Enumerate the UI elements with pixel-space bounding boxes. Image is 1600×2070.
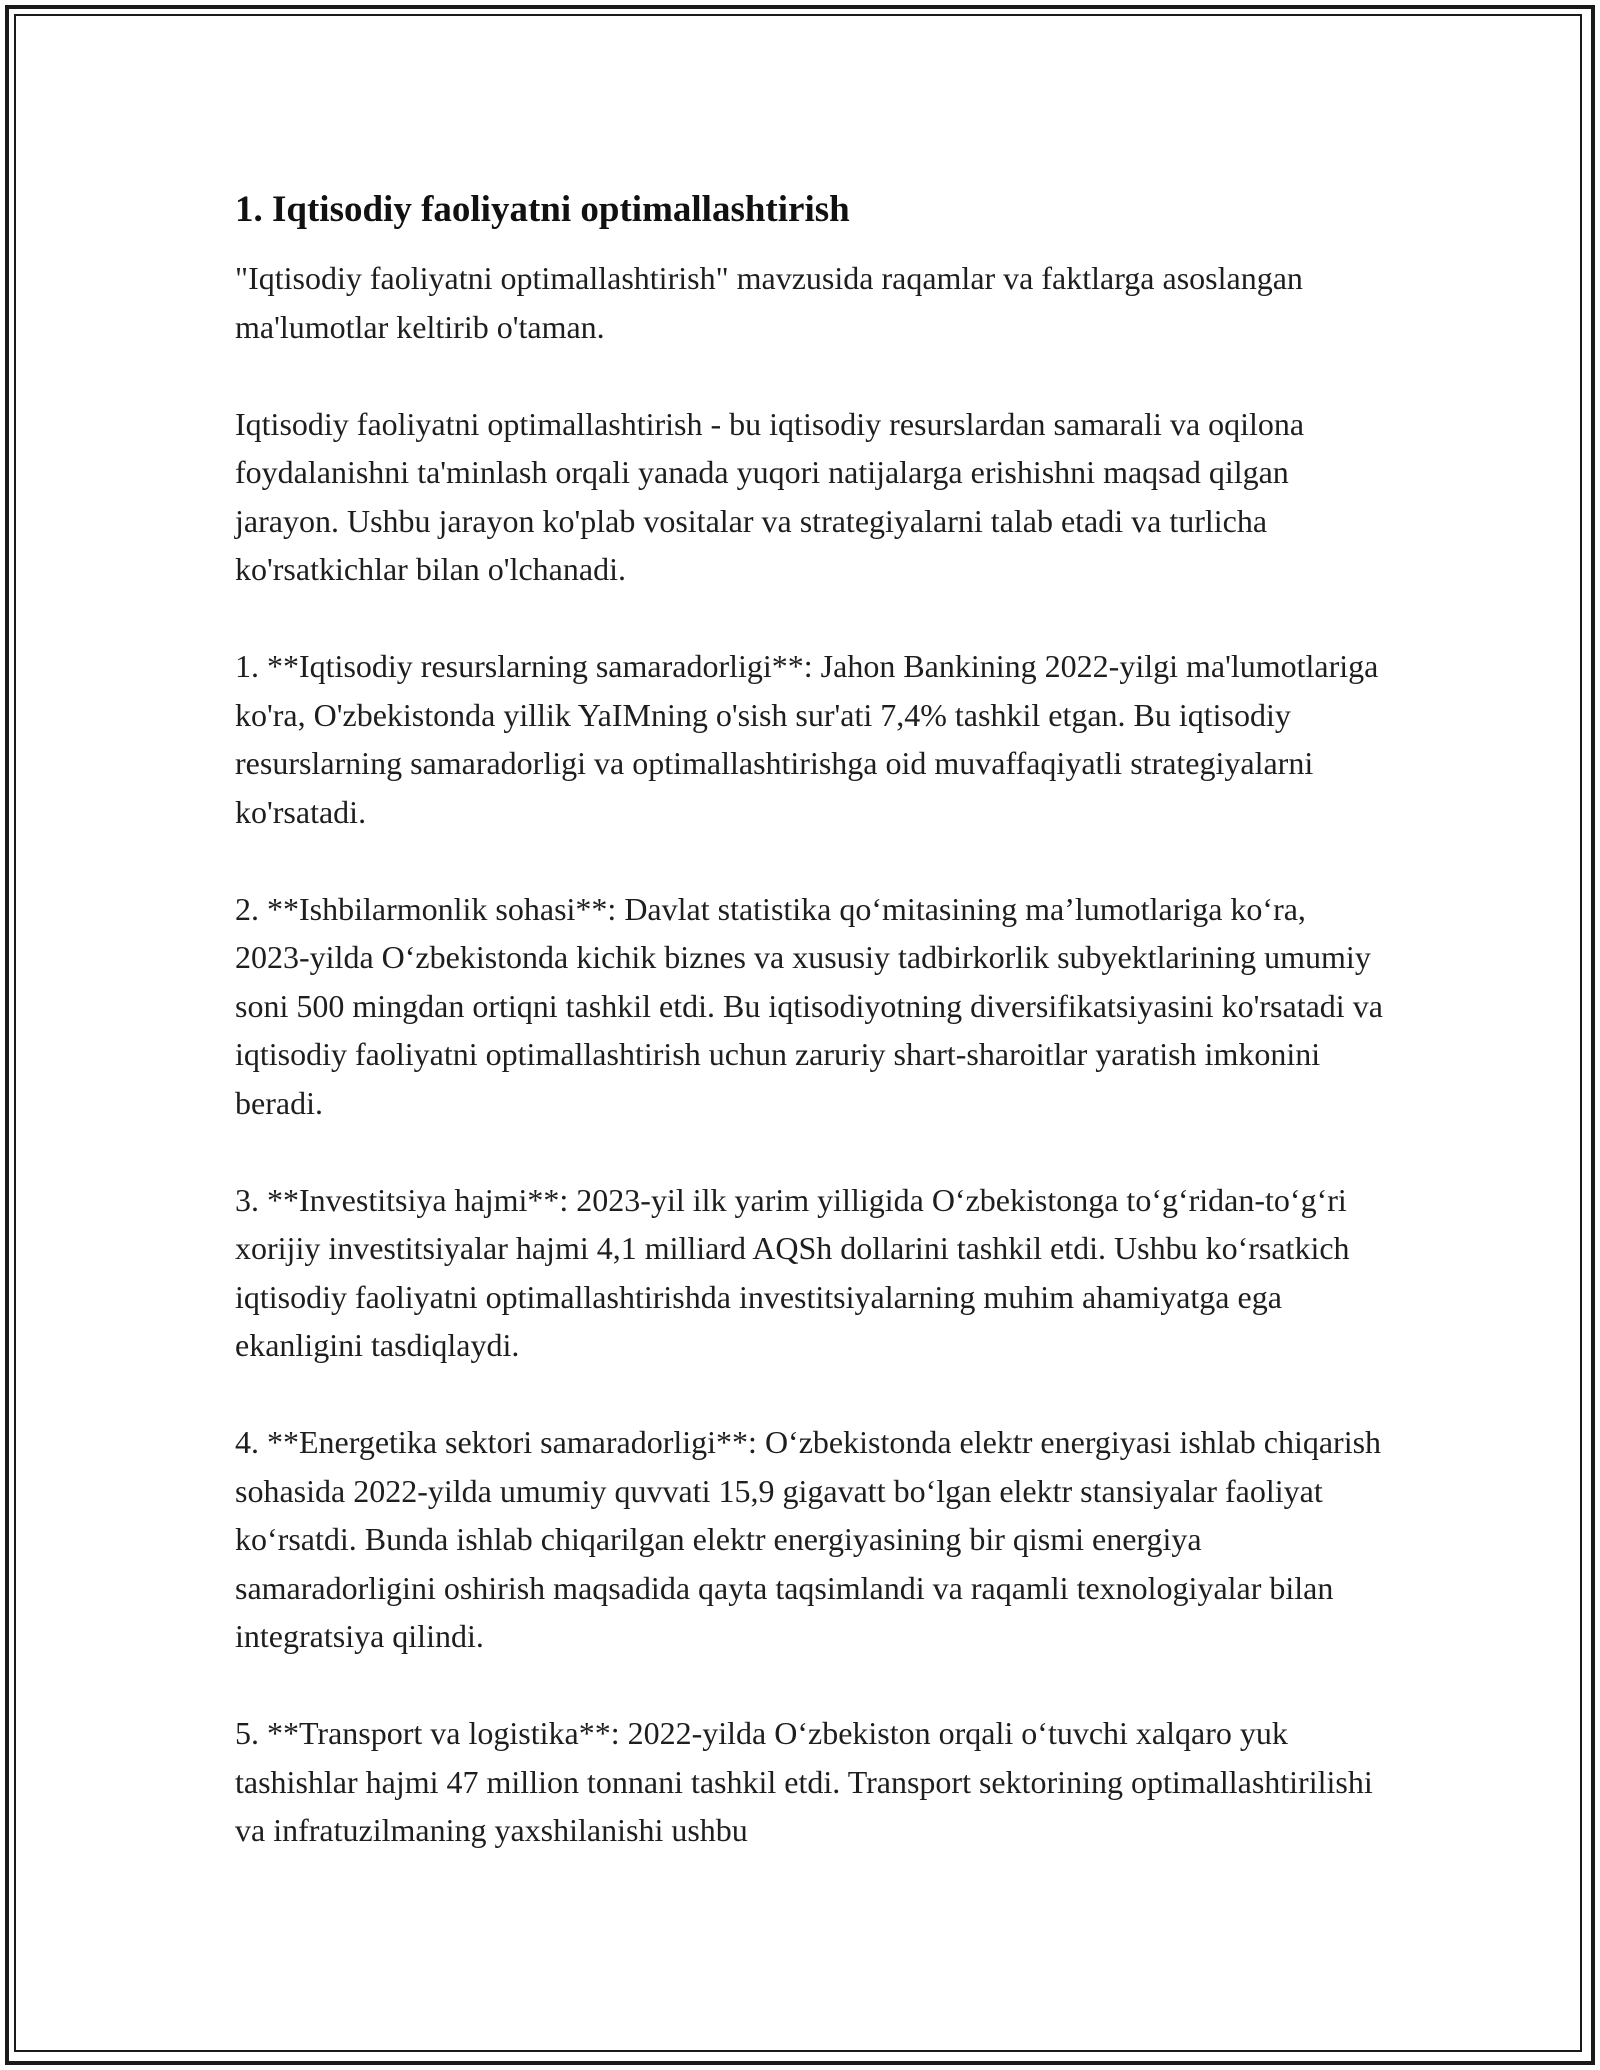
paragraph-point-4: 4. **Energetika sektori samaradorligi**: O‘zbekistonda elektr energiyasi ishlab chiqarish sohasida 2022-yilda umumiy quvvati 15,9 gigavatt bo‘lgan elektr stansiyalar faoliyat ko‘rsatdi. Bunda ishlab chiqarilgan elektr energiyasining bir qismi energiya samaradorligini oshirish maqsadida qayta taqsimlandi va raqamli texnologiyalar bilan integratsiya qilindi. — [235, 1424, 1382, 1654]
paragraph-point-3: 3. **Investitsiya hajmi**: 2023-yil ilk yarim yilligida O‘zbekistonga to‘g‘ridan-to‘g‘ri xorijiy investitsiyalar hajmi 4,1 milliard AQSh dollarini tashkil etdi. Ushbu ko‘rsatkich iqtisodiy faoliyatni optimallashtirishda investitsiyalarning muhim ahamiyatga ega ekanligini tasdiqlaydi. — [235, 1181, 1350, 1363]
paragraph-point-5: 5. **Transport va logistika**: 2022-yilda O‘zbekiston orqali o‘tuvchi xalqaro yuk tashishlar hajmi 47 million tonnani tashkil etdi. Transport sektorining optimallashtirilishi va infratuzilmaning yaxshilanishi ushbu — [235, 1715, 1373, 1848]
document-body — [235, 186, 1385, 1855]
paragraph-point-1: 1. **Iqtisodiy resurslarning samaradorligi**: Jahon Bankining 2022-yilgi ma'lumotlariga ko'ra, O'zbekistonda yillik YaIMning o'sish sur'ati 7,4% tashkil etgan. Bu iqtisodiy resurslarning samaradorligi va optimallashtirishga oid muvaffaqiyatli strategiyalarni ko'rsatadi. — [235, 648, 1379, 830]
paragraph-intro: "Iqtisodiy faoliyatni optimallashtirish" mavzusida raqamlar va faktlarga asoslangan ma'lumotlar keltirib o'taman. — [235, 260, 1303, 345]
paragraph-point-2: 2. **Ishbilarmonlik sohasi**: Davlat statistika qo‘mitasining ma’lumotlariga ko‘ra, 2023-yilda O‘zbekistonda kichik biznes va xususiy tadbirkorlik subyektlarining umumiy soni 500 mingdan ortiqni tashkil etdi. Bu iqtisodiyotning diversifikatsiyasini ko'rsatadi va iqtisodiy faoliyatni optimallashtirish uchun zaruriy shart-sharoitlar yaratish imkonini beradi. — [235, 890, 1383, 1121]
document-title: 1. Iqtisodiy faoliyatni optimallashtirish — [235, 189, 850, 230]
paragraph-definition: Iqtisodiy faoliyatni optimallashtirish - bu iqtisodiy resurslardan samarali va oqilona foydalanishni ta'minlash orqali yanada yuqori natijalarga erishishni maqsad qilgan jarayon. Ushbu jarayon ko'plab vositalar va strategiyalarni talab etadi va turlicha ko'rsatkichlar bilan o'lchanadi. — [235, 405, 1305, 587]
